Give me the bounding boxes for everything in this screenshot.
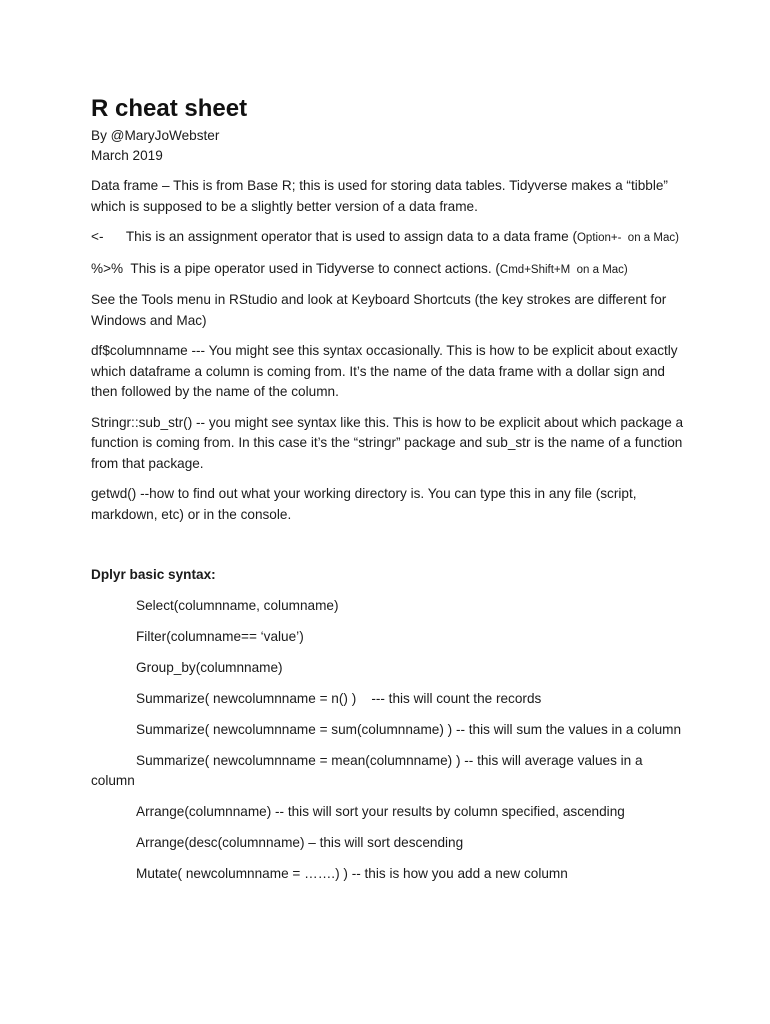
dplyr-item-summarize-mean: Summarize( newcolumnname = mean(columnname) ) -- this will average values in a column xyxy=(91,752,643,788)
dplyr-heading: Dplyr basic syntax: xyxy=(91,567,216,582)
dplyr-item-group-by: Group_by(columnname) xyxy=(136,659,283,675)
assignment-shortcut-text: Option+- on a Mac) xyxy=(576,232,679,244)
dplyr-item-arrange-desc: Arrange(desc(columnname) – this will sort descending xyxy=(136,835,464,850)
assignment-operator-text: <- This is an assignment operator that is used to assign data to a data frame ( xyxy=(91,229,577,244)
date-line: March 2019 xyxy=(91,148,163,163)
paragraph-data-frame: Data frame – This is from Base R; this is used for storing data tables. Tidyverse makes a “tibble” which is supposed to be a slightly better version of a data frame. xyxy=(91,178,668,214)
author-line: By @MaryJoWebster xyxy=(91,128,220,143)
dplyr-item-filter: Filter(columname== ‘value’) xyxy=(136,628,304,644)
paragraph-getwd: getwd() --how to find out what your working directory is. You can type this in any file (script, markdown, etc) or in the console. xyxy=(91,486,637,522)
paragraph-assignment-operator xyxy=(91,227,686,249)
dplyr-item-summarize-sum: Summarize( newcolumnname = sum(columnname) ) -- this will sum the values in a column xyxy=(136,721,682,737)
dplyr-item-select: Select(columnname, columname) xyxy=(136,597,339,613)
dplyr-item-mutate: Mutate( newcolumnname = …….) ) -- this is how you add a new column xyxy=(136,866,568,881)
paragraph-dollar-syntax: df$columnname --- You might see this syntax occasionally. This is how to be explicit about exactly which dataframe a column is coming from. It’s the name of the data frame with a dollar sign and then followed by the name of the column. xyxy=(91,343,678,399)
pipe-operator-text: %>% This is a pipe operator used in Tidyverse to connect actions. ( xyxy=(91,260,500,276)
paragraph-pipe-operator xyxy=(91,259,686,281)
page-title: R cheat sheet xyxy=(91,95,248,122)
document-body xyxy=(91,92,686,885)
dplyr-list xyxy=(91,596,686,885)
paragraph-tools-menu: See the Tools menu in RStudio and look at Keyboard Shortcuts (the key strokes are different for Windows and Mac) xyxy=(91,292,667,328)
paragraph-package-syntax: Stringr::sub_str() -- you might see syntax like this. This is how to be explicit about which package a function is coming from. In this case it’s the “stringr” package and sub_str is the name of a function from that package. xyxy=(91,414,684,471)
section-spacer xyxy=(91,525,686,565)
dplyr-item-arrange: Arrange(columnname) -- this will sort your results by column specified, ascending xyxy=(136,804,625,819)
pipe-shortcut-text: Cmd+Shift+M on a Mac) xyxy=(499,263,628,276)
dplyr-item-summarize-count: Summarize( newcolumnname = n() ) --- this will count the records xyxy=(136,690,542,706)
